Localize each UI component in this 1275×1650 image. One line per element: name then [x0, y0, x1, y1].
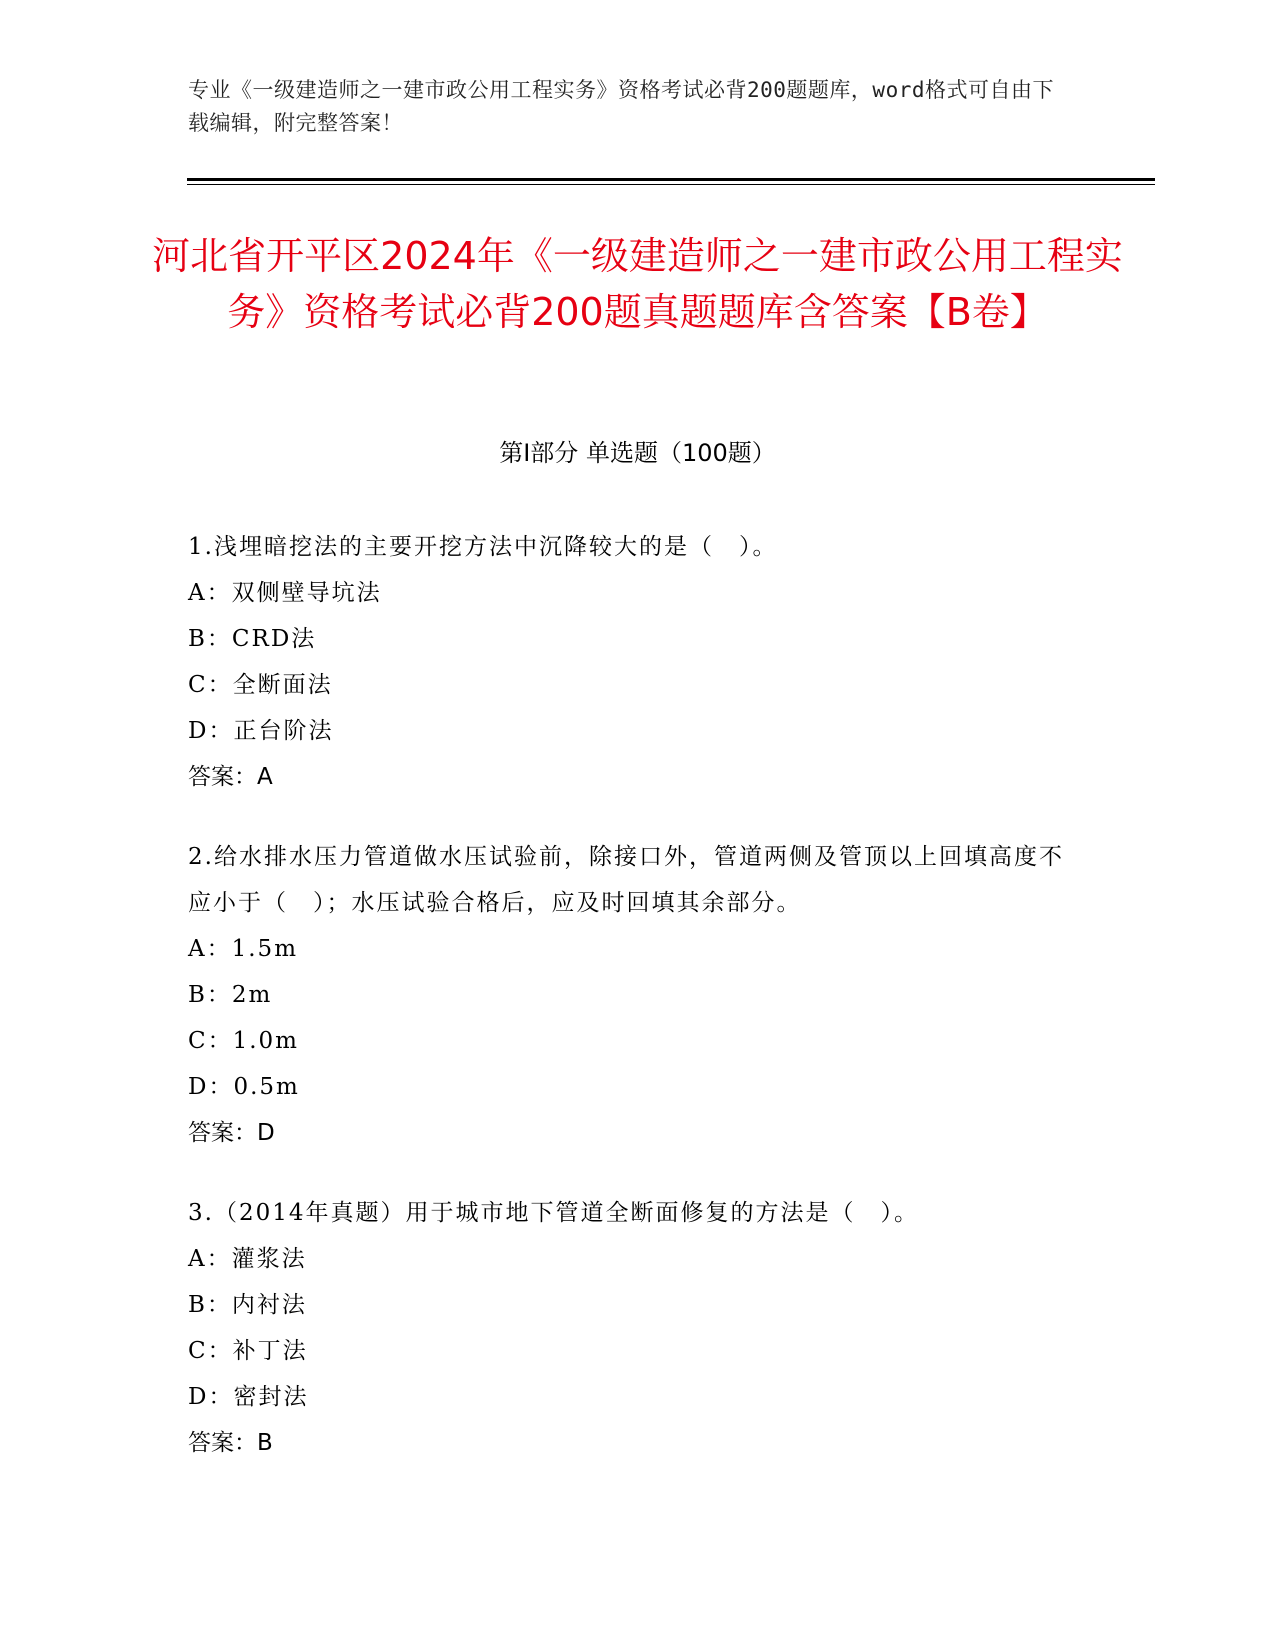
option-c: C：补丁法	[188, 1338, 308, 1364]
option-a: A：1.5m	[188, 936, 298, 962]
header-rule-thin	[187, 184, 1155, 185]
option-b: B：CRD法	[188, 626, 317, 652]
question-list	[188, 524, 1068, 1500]
header-rule-thick	[187, 178, 1155, 181]
answer: 答案：B	[188, 1430, 273, 1456]
option-c: C：1.0m	[188, 1028, 299, 1054]
question-2	[188, 834, 1068, 1156]
option-a: A：双侧壁导坑法	[188, 580, 382, 606]
section-heading: 第Ⅰ部分 单选题（100题）	[499, 439, 776, 467]
answer: 答案：D	[188, 1120, 275, 1146]
question-stem: 2.给水排水压力管道做水压试验前，除接口外，管道两侧及管顶以上回填高度不应小于（ ）；水压试验合格后，应及时回填其余部分。	[188, 844, 1064, 916]
question-stem: 1.浅埋暗挖法的主要开挖方法中沉降较大的是（ ）。	[188, 534, 778, 560]
option-a: A：灌浆法	[188, 1246, 307, 1272]
question-1	[188, 524, 1068, 800]
header-note: 专业《一级建造师之一建市政公用工程实务》资格考试必背200题题库，word格式可自由下载编辑，附完整答案！	[188, 78, 1054, 135]
option-b: B：内衬法	[188, 1292, 307, 1318]
option-c: C：全断面法	[188, 672, 333, 698]
question-3	[188, 1190, 1068, 1466]
question-stem: 3.（2014年真题）用于城市地下管道全断面修复的方法是（ ）。	[188, 1200, 919, 1226]
answer: 答案：A	[188, 764, 273, 790]
option-b: B：2m	[188, 982, 273, 1008]
option-d: D：正台阶法	[188, 718, 334, 744]
option-d: D：0.5m	[188, 1074, 300, 1100]
option-d: D：密封法	[188, 1384, 309, 1410]
document-title: 河北省开平区2024年《一级建造师之一建市政公用工程实务》资格考试必背200题真题题库含答案【B卷】	[152, 234, 1123, 334]
